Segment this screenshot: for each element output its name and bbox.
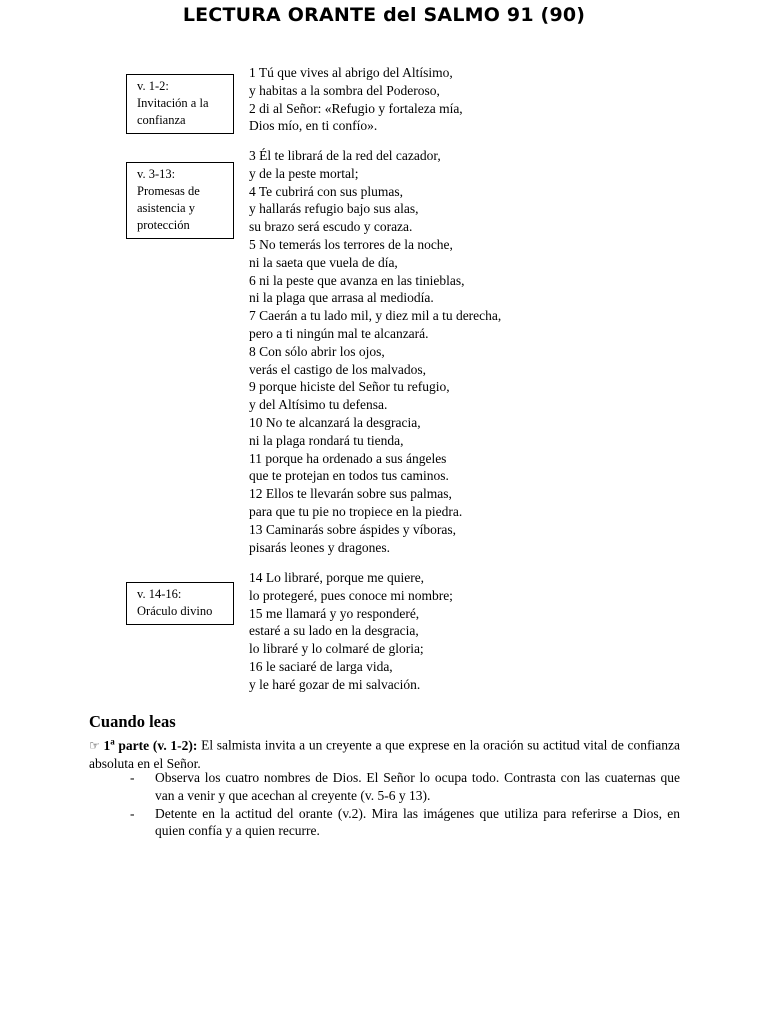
- verse-range-label: [126, 162, 234, 239]
- label-line: v. 14-16:: [137, 587, 182, 601]
- verse-line: 8 Con sólo abrir los ojos,: [249, 343, 385, 359]
- part-verses: parte (v. 1-2):: [114, 737, 198, 753]
- verse-line: y le haré gozar de mi salvación.: [249, 676, 421, 692]
- part-paragraph: [89, 733, 680, 773]
- verse-line: 7 Caerán a tu lado mil, y diez mil a tu derecha,: [249, 308, 502, 324]
- verse-line: Dios mío, en ti confío».: [249, 118, 378, 134]
- verse-line: 12 Ellos te llevarán sobre sus palmas,: [249, 486, 452, 502]
- page-title: LECTURA ORANTE del SALMO 91 (90): [182, 4, 586, 26]
- label-line: Invitación a la: [137, 96, 209, 110]
- part-text: El salmista invita a un creyente a que exprese en la oración su actitud vital de confianza absoluta en el Señor.: [89, 737, 681, 772]
- verse-line: lo protegeré, pues conoce mi nombre;: [249, 587, 453, 603]
- part-label: [103, 738, 197, 753]
- verse-range-label: [126, 582, 234, 625]
- section-heading: Cuando leas: [89, 712, 176, 731]
- verse-line: 3 Él te librará de la red del cazador,: [249, 148, 441, 163]
- label-line: Oráculo divino: [137, 604, 213, 618]
- label-line: protección: [137, 218, 190, 232]
- list-item-text: Observa los cuatro nombres de Dios. El Señor lo ocupa todo. Contrasta con las cuaternas que van a venir y que acechan al creyente (v. 5-6 y 13).: [155, 770, 680, 803]
- verse-line: 2 di al Señor: «Refugio y fortaleza mía,: [249, 100, 463, 116]
- verse-line: ni la saeta que vuela de día,: [249, 254, 398, 270]
- psalm-stanza: [249, 147, 501, 556]
- label-line: confianza: [137, 113, 186, 127]
- part-number: 1: [103, 737, 111, 753]
- verse-line: 13 Caminarás sobre áspides y víboras,: [249, 521, 456, 537]
- pointing-hand-icon: ☞: [89, 738, 100, 753]
- verse-line: 14 Lo libraré, porque me quiere,: [249, 570, 425, 585]
- bullet-dash: -: [130, 770, 135, 785]
- verse-line: 1 Tú que vives al abrigo del Altísimo,: [249, 65, 453, 80]
- label-line: v. 1-2:: [137, 79, 169, 93]
- list-item: [130, 805, 680, 841]
- verse-line: para que tu pie no tropiece en la piedra.: [249, 503, 463, 519]
- list-item: [130, 769, 680, 805]
- verse-range-label: [126, 74, 234, 134]
- verse-line: 11 porque ha ordenado a sus ángeles: [249, 450, 447, 466]
- verse-line: ni la plaga rondará tu tienda,: [249, 432, 404, 448]
- label-line: asistencia y: [137, 201, 195, 215]
- verse-line: pisarás leones y dragones.: [249, 539, 390, 555]
- verse-line: su brazo será escudo y coraza.: [249, 219, 413, 235]
- verse-line: y de la peste mortal;: [249, 165, 359, 181]
- label-line: v. 3-13:: [137, 167, 176, 181]
- guide-list: [130, 769, 680, 840]
- verse-line: pero a ti ningún mal te alcanzará.: [249, 325, 429, 341]
- psalm-stanza: [249, 569, 453, 694]
- part-ordinal: a: [110, 736, 115, 746]
- verse-line: y hallarás refugio bajo sus alas,: [249, 201, 419, 217]
- verse-line: lo libraré y lo colmaré de gloria;: [249, 641, 424, 657]
- bullet-dash: -: [130, 805, 135, 821]
- verse-line: 9 porque hiciste del Señor tu refugio,: [249, 379, 450, 395]
- verse-line: 15 me llamará y yo responderé,: [249, 605, 420, 621]
- verse-line: y habitas a la sombra del Poderoso,: [249, 82, 440, 98]
- psalm-stanza: [249, 64, 463, 135]
- verse-line: 16 le saciaré de larga vida,: [249, 658, 393, 674]
- verse-line: 6 ni la peste que avanza en las tinieblas,: [249, 272, 465, 288]
- verse-line: 5 No temerás los terrores de la noche,: [249, 236, 453, 252]
- verse-line: verás el castigo de los malvados,: [249, 361, 426, 377]
- verse-line: que te protejan en todos tus caminos.: [249, 468, 449, 484]
- list-item-text: Detente en la actitud del orante (v.2). Mira las imágenes que utiliza para referirse a Dios, en quien confía y a quien recurre.: [155, 805, 680, 839]
- verse-line: estaré a su lado en la desgracia,: [249, 623, 419, 639]
- verse-line: y del Altísimo tu defensa.: [249, 397, 388, 413]
- label-line: Promesas de: [137, 184, 200, 198]
- verse-line: 10 No te alcanzará la desgracia,: [249, 414, 421, 430]
- verse-line: 4 Te cubrirá con sus plumas,: [249, 183, 404, 199]
- verse-line: ni la plaga que arrasa al mediodía.: [249, 290, 434, 306]
